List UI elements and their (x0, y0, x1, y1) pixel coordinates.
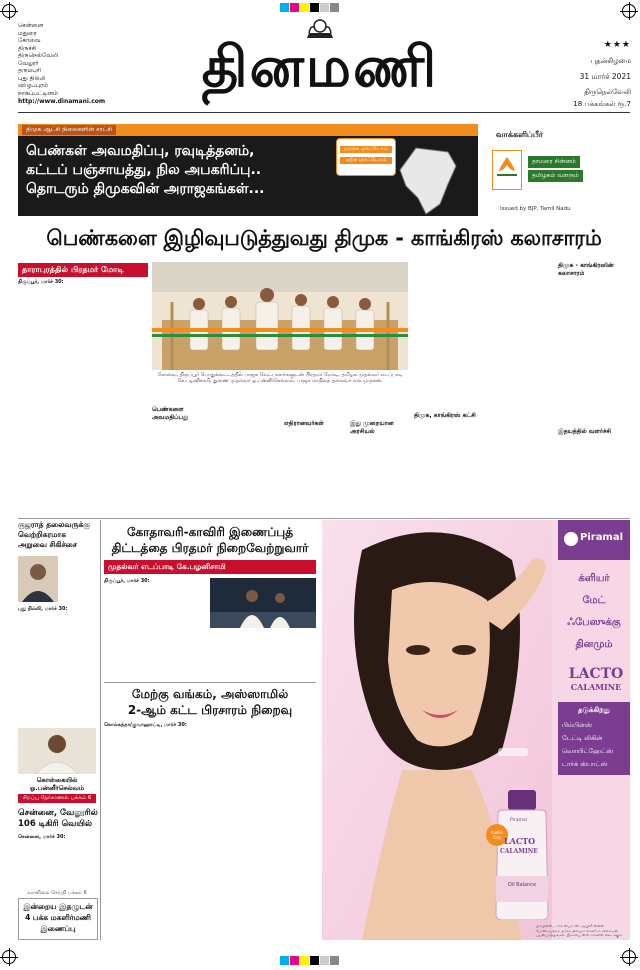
mid-head-3: இது முறையான அரசியல் (350, 420, 394, 435)
mid-head-2: எதிரானவர்கள் (284, 420, 324, 427)
ad-issued-by: Issued by BJP, Tamil Nadu (500, 206, 571, 212)
masthead-info (545, 40, 631, 109)
bjp-symbol-box (492, 150, 522, 190)
pages-price-label: 18 பக்கங்கள் ரூ.7 (573, 100, 631, 108)
ops-caption (18, 776, 96, 803)
right-story-col1 (414, 262, 480, 516)
gujarat-title: குஜராத் தலைவருக்கு (18, 520, 90, 529)
tamilnadu-map-icon (396, 146, 470, 216)
weather-title: சென்னை, வேலூரில் (18, 808, 98, 818)
color-bar-top (280, 3, 339, 12)
ad-banner-tag: திமுக ஆட்சி நிலைகளின் சாட்சி (22, 125, 116, 135)
supplement-box (18, 898, 98, 940)
right-subhead-1: திமுக, காங்கிரஸ் கட்சி (414, 412, 476, 419)
registration-mark-bottom-left (2, 950, 16, 964)
tagline-line: மேட் (582, 595, 606, 606)
registration-mark-top-left (2, 4, 16, 18)
godavari-headline (104, 524, 316, 556)
ops-photo (18, 728, 96, 774)
left-dateline: திருப்பூர், மார்ச் 30: (18, 279, 64, 285)
supplement-title-2: 4 பக்க மகளிர்மணி (25, 913, 91, 922)
ad-line: கட்டப் பஞ்சாயத்து, நில அபகரிப்பு.. (26, 162, 262, 178)
ad-callout-box (336, 138, 396, 176)
ops-caption-2: ஓ.பன்னீர்செல்வம் (29, 784, 85, 792)
left-story-body (18, 279, 80, 519)
bengal-col1 (104, 722, 206, 938)
ad-line: பெண்கள் அவமதிப்பு, ரவுடித்தனம், (26, 143, 255, 159)
city: தருமபுரி (18, 67, 42, 74)
product-bottle (490, 790, 554, 920)
date-label: 31 மார்ச் 2021 (579, 72, 631, 81)
main-headline: பெண்களை இழிவுபடுத்துவது திமுக - காங்கிரஸ் கலாசாரம் (46, 226, 602, 250)
ops-link[interactable]: சிறப்பு நேர்காணல் பக்கம் 6 (18, 794, 96, 803)
bengal-title-2: 2-ஆம் கட்ட பிரசாரம் நிறைவு (127, 703, 293, 717)
city: திருநெல்வேலி (18, 52, 59, 59)
piramal-brand (558, 520, 630, 560)
godavari-col2 (210, 632, 316, 678)
city: புது தில்லி (18, 74, 46, 82)
bengal-col2 (210, 722, 316, 938)
center-story-col1 (152, 386, 214, 516)
godavari-col1 (104, 578, 206, 658)
godavari-kicker: முதல்வர் எடப்பாடி கே.பழனிசாமி (104, 560, 316, 574)
rally-photo (152, 262, 408, 370)
gujarat-story (18, 520, 98, 550)
edition-cities (18, 22, 106, 105)
edition-stars: ★★★ (603, 40, 631, 50)
bottle-variant: Oil Balance (507, 882, 537, 888)
bengal-headline (104, 686, 316, 718)
city: விழுப்புரம் (18, 82, 49, 89)
masthead (0, 0, 640, 115)
center-story-col4 (350, 386, 412, 516)
weather-note[interactable]: வானிலை செய்தி பக்கம் 6 (27, 890, 87, 896)
ops-caption-1: கொள்கையில் (36, 776, 78, 784)
gujarat-dateline: புது தில்லி, மார்ச் 30: (18, 606, 68, 612)
weather-title-2: 106 டிகிரி வெயில் (18, 819, 93, 829)
piramal-ad[interactable] (322, 520, 630, 940)
right-subhead-2: இதயத்தில் வளர்ச்சி (558, 428, 612, 435)
weather-body (18, 834, 96, 890)
ad-line: தொடரும் திமுகவின் அராஜகங்கள்... (26, 181, 265, 197)
weather-story (18, 808, 98, 830)
masthead-divider (18, 112, 630, 113)
bottle-brand: LACTO (504, 836, 536, 846)
registration-mark-bottom-right (622, 950, 636, 964)
city: திருச்சி (18, 44, 37, 52)
city: சென்னை (18, 22, 44, 29)
benefit-item: பிம்பிள்ஸ் (562, 721, 592, 729)
bottle-badge: Kaolin Clay (486, 824, 508, 846)
godavari-dateline: திருப்பூர், மார்ச் 30: (104, 578, 150, 584)
left-kicker: தாராபுரத்தில் பிரதமர் மோடி (18, 263, 148, 277)
ad-banner-headline (26, 142, 326, 199)
gujarat-photo (18, 556, 58, 602)
benefits-heading: தடுக்கிறது (578, 706, 610, 714)
gujarat-title-2: வெற்றிகரமாக (18, 530, 66, 539)
supplement-title-3: இணைப்பு (40, 924, 76, 933)
piramal-product-name (566, 666, 626, 692)
city: கோவை (18, 37, 41, 44)
tagline-line: ஃபேஸுக்கு (567, 617, 621, 628)
bottle-sub: Piramal (510, 818, 527, 823)
bottle-brand-2: CALAMINE (500, 848, 538, 855)
piramal-tagline (558, 568, 630, 656)
piramal-brand-text: Piramal (580, 532, 624, 543)
godavari-title-1: கோதாவரி-காவிரி இணைப்புத் (126, 525, 294, 539)
city: நாகப்பட்டினம் (18, 89, 58, 97)
ad-symbol-label: தாமரை சின்னம் (528, 156, 580, 168)
godavari-title-2: திட்டத்தை பிரதமர் நிறைவேற்றுவார் (111, 541, 309, 555)
left-col-divider (100, 520, 101, 940)
benefit-item: டார்க் ஸ்பாட்ஸ் (562, 760, 608, 768)
right-story-col3 (558, 262, 630, 516)
benefit-item: வொயிட்ஹேட்ஸ் (562, 747, 614, 755)
piramal-logo-icon (564, 532, 578, 546)
center-story-col2 (218, 386, 280, 516)
bengal-title-1: மேற்கு வங்கம், அஸ்ஸாமில் (131, 687, 289, 701)
mid-head-1: பெண்களை அவமதிப்பது (152, 406, 189, 421)
day-label: புதன்கிழமை (590, 57, 631, 65)
godavari-col3 (104, 660, 206, 680)
ad-vote-panel (478, 124, 630, 216)
supplement-title: இன்றைய இதழுடன் (23, 902, 93, 911)
city: வேலூர் (18, 59, 39, 67)
color-bar-bottom (280, 956, 339, 965)
website-link[interactable]: http://www.dinamani.com (18, 98, 106, 105)
ad-alliance-label: தமிழகம் வளரும் (528, 170, 583, 182)
product-name-1: LACTO (568, 666, 624, 682)
right-story-col2 (485, 262, 553, 516)
registration-mark-top-right (622, 4, 636, 18)
gujarat-title-3: அறுவை சிகிச்சை (18, 540, 77, 549)
weather-dateline: சென்னை, மார்ச் 30: (18, 834, 66, 840)
tagline-line: தினமும் (575, 639, 613, 650)
ad-banner[interactable] (18, 124, 630, 216)
piramal-benefits (558, 702, 630, 775)
piramal-footnote: பிம்பிள்ஸ், டார்க் ஸ்பாட்ஸ், ஆயிலி ஸ்கின் போன்றவற்றை தடுக்க தினமும் லாக்டோ கலாமைன் பயன்படுத்துங்கள். இணைய ஸ்டோர்களில் கிடைக்கும். (536, 924, 624, 937)
godavari-divider (104, 682, 316, 683)
godavari-photo (210, 578, 316, 628)
bengal-dateline: கொல்கத்தா/குவாஹாட்டி, மார்ச் 30: (104, 722, 187, 728)
center-story-col3 (284, 386, 346, 516)
ad-callout-2: ஏற்க மாட்டோம் (340, 157, 392, 164)
left-story-col2 (85, 279, 147, 519)
right-head: திமுக - காங்கிரஸின் கலாசாரம் (558, 262, 614, 277)
gujarat-body (18, 606, 96, 726)
edition-label: திருநெல்வேலி (584, 88, 631, 96)
product-name-2: CALAMINE (570, 682, 622, 692)
ad-vote-text: வாக்களிப்பீர் (496, 130, 543, 139)
divider-above-lower (18, 518, 630, 519)
city: மதுரை (18, 29, 37, 37)
masthead-logo: தினமணி (201, 34, 439, 100)
ad-callout-1: மறக்க மாட்டோம் (340, 146, 392, 153)
photo-caption: கோவை, திருப்பூர் பொதுக்கூட்டத்தில் பாஜக வேட்பாளர்களுடன் பிரதமர் மோடி, தமிழக முதல்வர் எடப்பாடி கே.பழனிசாமி, துணை முதல்வர் ஓ.பன்னீர்செல்வம், பாஜக மாநிலத் தலைவர் எல்.முருகன். (157, 372, 403, 384)
tagline-line: க்ளியர் (578, 573, 610, 584)
benefit-item: டேட்டி லிகின் (562, 734, 603, 742)
